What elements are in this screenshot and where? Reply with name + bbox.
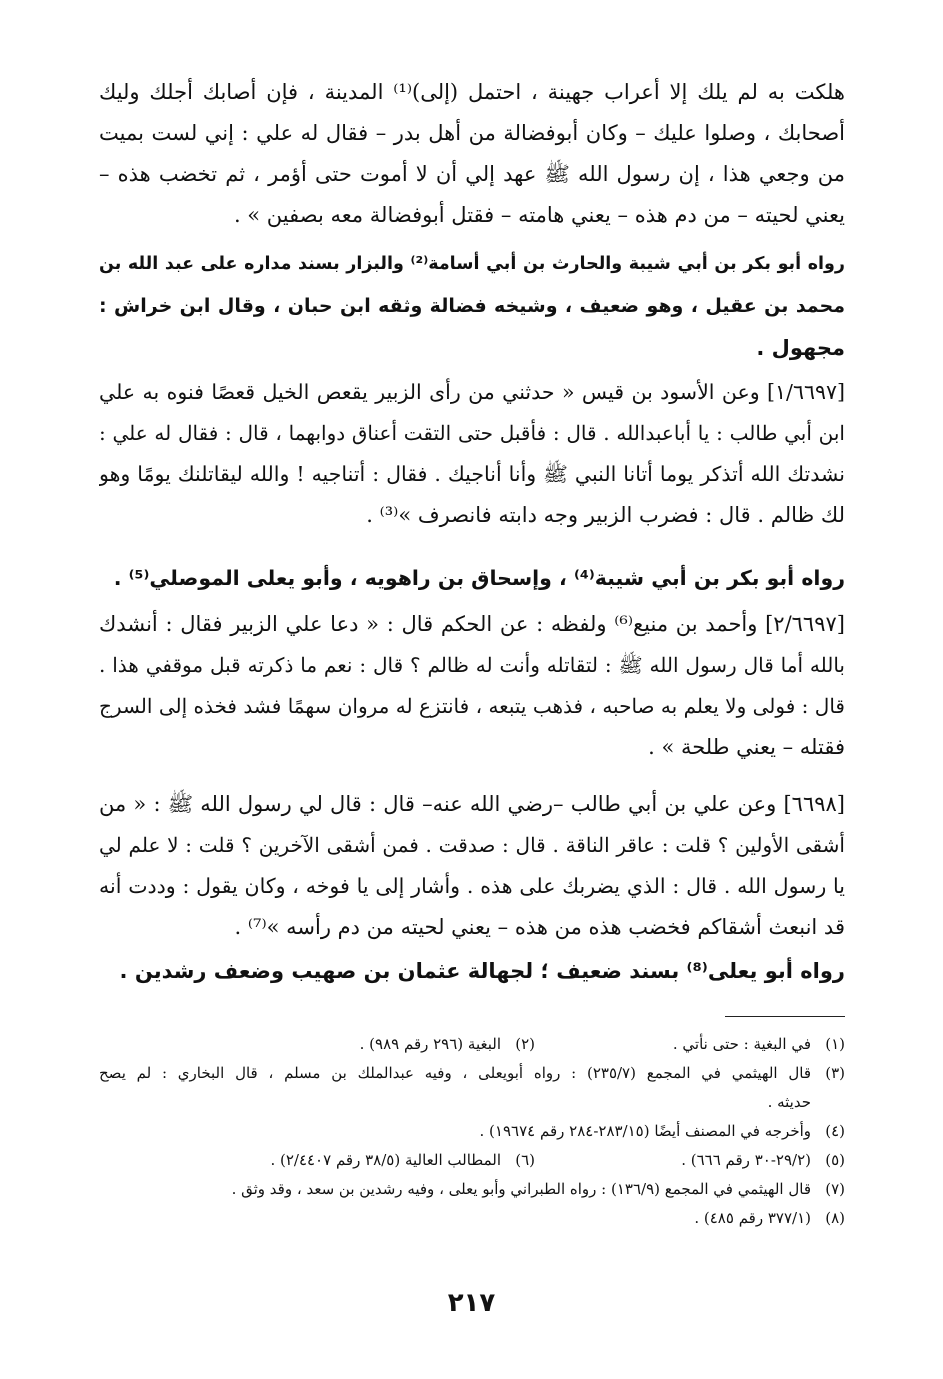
text-line: رواه أبو يعلى⁽⁸⁾ بسند ضعيف ؛ لجهالة عثمان بن صهيب وضعف رشدين . <box>119 959 845 983</box>
page-number: ٢١٧ <box>447 1288 496 1318</box>
footnote-1 <box>535 1030 845 1059</box>
text-line: أشقى الأولين ؟ قلت : عاقر الناقة . قال : صدقت . فمن أشقى الآخرين ؟ قلت : لا علم لي <box>99 833 845 857</box>
text-line: قد انبعث أشقاكم فخضب هذه من هذه – يعني لحيته من دم رأسه »⁽⁷⁾ . <box>234 915 845 939</box>
footnote-text: (٣٧٧/١ رقم ٤٨٥) . <box>694 1209 811 1227</box>
narration-note <box>99 557 845 599</box>
footnote-number: (٤) <box>825 1122 845 1140</box>
footnote-number: (٦) <box>515 1151 535 1169</box>
footnote-text: قال الهيثمي في المجمع (١٣٦/٩) : رواه الطبراني وأبو يعلى ، وفيه رشدين بن سعد ، وقد وثق . <box>231 1180 811 1198</box>
hadith-6698 <box>99 784 845 948</box>
footnote-text: حديثه . <box>767 1093 811 1111</box>
text-line: ابن أبي طالب : يا أباعبدالله . قال : فأقبل حتى التقت أعناق دوابهما ، قال : فقال له علي : <box>99 421 845 445</box>
narration-note <box>99 243 845 369</box>
footnote-number: (١) <box>825 1035 845 1053</box>
footnote-2 <box>225 1030 535 1059</box>
footnote-text: المطالب العالية (٣٨/٥ رقم ٢/٤٤٠٧) . <box>270 1151 501 1169</box>
footnote-separator <box>725 1016 845 1017</box>
footnote-number: (٢) <box>515 1035 535 1053</box>
text-line: يعني لحيته – من دم هذه – يعني هامته – فقتل أبوفضالة معه بصفين » . <box>233 203 845 227</box>
footnote-text: (٢٩/٢-٣٠ رقم ٦٦٦) . <box>681 1151 811 1169</box>
hadith-6697-2 <box>99 604 845 768</box>
footnote-number: (٥) <box>825 1151 845 1169</box>
footnote-7 <box>99 1175 845 1204</box>
text-line: هلكت به لم يلك إلا أعراب جهينة ، احتمل (إلى)⁽¹⁾ المدينة ، فإن أصابك أجلك وليك <box>99 80 845 104</box>
footnote-row <box>99 1030 845 1059</box>
text-line: من وجعي هذا ، إن رسول الله ﷺ عهد إلي أن لا أموت حتى أؤمر ، ثم تخضب هذه – <box>99 162 845 186</box>
footnote-6 <box>225 1146 535 1175</box>
footnote-5 <box>535 1146 845 1175</box>
footnote-number: (٧) <box>825 1180 845 1198</box>
text-line: يا رسول الله . قال : الذي يضربك على هذه . وأشار إلى يا فوخه ، وكان يقول : وددت أنه <box>99 874 845 898</box>
footnote-text: قال الهيثمي في المجمع (٢٣٥/٧) : رواه أبويعلى ، وفيه عبدالملك بن مسلم ، قال البخاري : لم يصح <box>99 1064 811 1082</box>
footnote-text: في البغية : حتى نأتي . <box>672 1035 811 1053</box>
footnote-8 <box>99 1204 845 1233</box>
text-line: [٦٦٩٨] وعن علي بن أبي طالب –رضي الله عنه– قال : قال لي رسول الله ﷺ : « من <box>99 792 845 816</box>
text-line: مجهول . <box>756 336 845 360</box>
footnote-3 <box>99 1059 845 1117</box>
text-line: [٢/٦٦٩٧] وأحمد بن منيع⁽⁶⁾ ولفظه : عن الحكم قال : « دعا علي الزبير فقال : أنشدك <box>99 612 845 636</box>
footnote-number: (٣) <box>825 1064 845 1082</box>
text-line: نشدتك الله أتذكر يوما أتانا النبي ﷺ وأنا أناجيك . فقال : أتناجيه ! والله ليقاتلنك يومًا وهو <box>99 462 845 486</box>
text-line: بالله أما قال رسول الله ﷺ : لتقاتله وأنت له ظالم ؟ قال : نعم ما ذكرته قبل موقفي هذا . <box>99 653 845 677</box>
footnote-4 <box>99 1117 845 1146</box>
hadith-6697-1 <box>99 372 845 536</box>
text-line: [١/٦٦٩٧] وعن الأسود بن قيس « حدثني من رأى الزبير يقعص الخيل قعصًا فنوه به علي <box>99 380 845 404</box>
paragraph-continuation <box>99 72 845 236</box>
text-line: أصحابك ، وصلوا عليك – وكان أبوفضالة من أهل بدر – فقال له علي : إني لست بميت <box>99 121 845 145</box>
footnote-row <box>99 1146 845 1175</box>
text-line: قال : فولى ولا يعلم به صاحبه ، فذهب يتبعه ، فانتزع له مروان سهمًا فشد فخذه إلى السرج <box>99 694 845 718</box>
footnote-text: وأخرجه في المصنف أيضًا (٢٨٣/١٥-٢٨٤ رقم ١٩٦٧٤) . <box>479 1122 811 1140</box>
footnote-text: البغية (٢٩٦ رقم ٩٨٩) . <box>359 1035 501 1053</box>
text-line: لك ظالم . قال : فضرب الزبير وجه دابته فانصرف »⁽³⁾ . <box>366 503 845 527</box>
footnote-text-wrap <box>99 1059 811 1117</box>
text-line: محمد بن عقيل ، وهو ضعيف ، وشيخه فضالة وثقه ابن حبان ، وقال ابن خراش : <box>99 295 845 317</box>
footnote-number: (٨) <box>825 1209 845 1227</box>
text-line: رواه أبو بكر بن أبي شيبة⁽⁴⁾ ، وإسحاق بن راهويه ، وأبو يعلى الموصلي⁽⁵⁾ . <box>113 566 845 590</box>
text-line: رواه أبو بكر بن أبي شيبة والحارث بن أبي أسامة⁽²⁾ والبزار بسند مداره على عبد الله بن <box>99 254 845 274</box>
narration-note <box>99 950 845 992</box>
footnotes <box>99 1030 845 1233</box>
text-line: فقتله – يعني طلحة » . <box>648 735 845 759</box>
